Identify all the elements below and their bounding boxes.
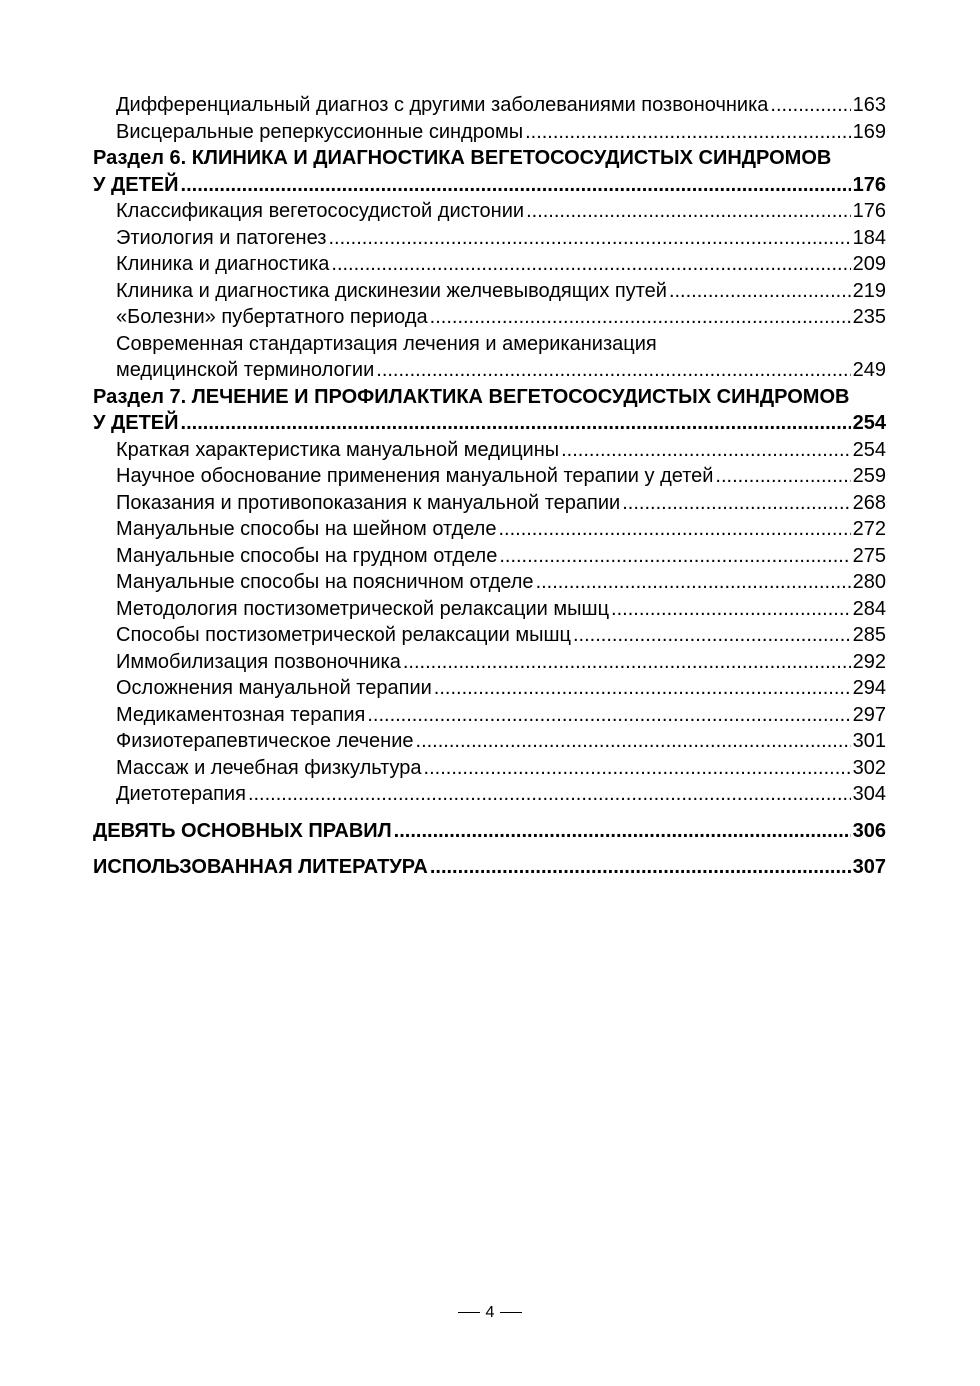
toc-page-number: 254 [852, 438, 886, 461]
toc-section [93, 818, 886, 845]
toc-row [93, 225, 886, 252]
toc-entry [93, 569, 886, 596]
dot-leader [525, 119, 851, 146]
toc-row [93, 702, 886, 729]
page-number: 4 [485, 1304, 495, 1321]
footer-dash-left [458, 1312, 480, 1313]
toc-title: Клиника и диагностика [116, 253, 330, 275]
toc-row [93, 172, 886, 199]
toc-entry [93, 675, 886, 702]
toc-entry [93, 92, 886, 119]
toc-title: Мануальные способы на грудном отделе [116, 544, 498, 567]
page-footer [0, 1304, 980, 1322]
toc-entry [93, 198, 886, 225]
dot-leader [181, 172, 851, 199]
dot-leader [331, 251, 850, 278]
dot-leader [715, 463, 850, 490]
toc-entry [93, 516, 886, 543]
dot-leader [416, 728, 851, 755]
toc-page-number: 297 [852, 703, 886, 726]
toc-page-number: 268 [852, 491, 886, 514]
toc-row [93, 649, 886, 676]
toc-title: Классификация вегетососудистой дистонии [116, 200, 525, 222]
toc-page-number: 284 [852, 597, 886, 620]
dot-leader [376, 357, 850, 384]
toc-title: ДЕВЯТЬ ОСНОВНЫХ ПРАВИЛ [93, 819, 392, 842]
toc-page-number: 209 [852, 253, 886, 275]
dot-leader [573, 622, 851, 649]
dot-leader [181, 410, 851, 437]
toc-row [93, 543, 886, 570]
toc-page-number: 302 [852, 756, 886, 779]
toc-entry [93, 543, 886, 570]
toc-page-number: 306 [852, 819, 886, 842]
toc-page-number: 272 [852, 518, 886, 540]
toc-row [93, 728, 886, 755]
toc-page-number: 301 [852, 730, 886, 752]
toc-row [93, 410, 886, 437]
toc-page-number: 304 [852, 783, 886, 805]
toc-row [93, 92, 886, 119]
toc-row [93, 781, 886, 808]
toc-title-first-line: Раздел 7. ЛЕЧЕНИЕ И ПРОФИЛАКТИКА ВЕГЕТОСОСУДИСТЫХ СИНДРОМОВ [93, 385, 850, 408]
toc-row [93, 818, 886, 845]
toc-entry [93, 331, 886, 384]
toc-row [93, 854, 886, 881]
toc-title: Методология постизометрической релаксации мышц [116, 597, 610, 620]
toc-title: Массаж и лечебная физкультура [116, 756, 422, 779]
toc-title: Способы постизометрической релаксации мышц [116, 624, 571, 646]
toc-section [93, 854, 886, 881]
toc-row [93, 304, 886, 331]
dot-leader [430, 854, 851, 881]
toc-page-number: 285 [852, 624, 886, 646]
toc-row [93, 596, 886, 623]
toc-row [93, 516, 886, 543]
dot-leader [394, 818, 851, 845]
toc-row [93, 569, 886, 596]
toc-page-number: 176 [852, 200, 886, 222]
toc-row [93, 463, 886, 490]
toc-row [93, 251, 886, 278]
toc-page-number: 307 [852, 856, 886, 878]
dot-leader [622, 490, 850, 517]
toc-entry [93, 596, 886, 623]
toc-title: Медикаментозная терапия [116, 703, 366, 726]
toc-section [93, 145, 886, 198]
toc-title: У ДЕТЕЙ [93, 173, 179, 196]
toc-row [93, 490, 886, 517]
toc-entry [93, 251, 886, 278]
toc-entry [93, 702, 886, 729]
toc-title: Дифференциальный диагноз с другими заболеваниями позвоночника [116, 94, 769, 116]
toc-title-first-line: Современная стандартизация лечения и американизация [116, 332, 657, 355]
toc-title: Показания и противопоказания к мануальной терапии [116, 491, 621, 514]
toc-entry [93, 490, 886, 517]
toc-title: Мануальные способы на шейном отделе [116, 518, 497, 540]
toc-page-number: 176 [852, 173, 886, 196]
toc-entry [93, 225, 886, 252]
dot-leader [499, 543, 850, 570]
toc-title: Мануальные способы на поясничном отделе [116, 571, 534, 593]
dot-leader [248, 781, 851, 808]
dot-leader [611, 596, 851, 623]
dot-leader [430, 304, 851, 331]
toc-entry [93, 463, 886, 490]
toc-page-number: 184 [852, 226, 886, 249]
toc-entry [93, 437, 886, 464]
toc-page-number: 275 [852, 544, 886, 567]
toc-page-number: 163 [852, 94, 886, 116]
toc-title-first-line: Раздел 6. КЛИНИКА И ДИАГНОСТИКА ВЕГЕТОСОСУДИСТЫХ СИНДРОМОВ [93, 147, 832, 169]
toc-row [93, 622, 886, 649]
toc-page-number: 294 [852, 677, 886, 699]
toc-title: Осложнения мануальной терапии [116, 677, 432, 699]
dot-leader [424, 755, 851, 782]
toc-row [93, 675, 886, 702]
toc-entry [93, 649, 886, 676]
toc-title: Научное обоснование применения мануальной терапии у детей [116, 465, 714, 487]
toc-entry [93, 622, 886, 649]
dot-leader [669, 278, 851, 305]
toc-row [93, 119, 886, 146]
dot-leader [770, 92, 850, 119]
toc-page-number: 280 [852, 571, 886, 593]
toc-page-number: 219 [852, 279, 886, 302]
toc-entry [93, 119, 886, 146]
toc-page-number: 169 [852, 120, 886, 143]
toc-title: «Болезни» пубертатного периода [116, 306, 428, 328]
toc-entry [93, 755, 886, 782]
toc-entry [93, 781, 886, 808]
toc-entry [93, 304, 886, 331]
toc-section [93, 384, 886, 437]
dot-leader [434, 675, 851, 702]
table-of-contents [93, 92, 886, 881]
toc-title: Иммобилизация позвоночника [116, 650, 401, 673]
dot-leader [403, 649, 851, 676]
toc-page-number: 235 [852, 306, 886, 328]
toc-row [93, 437, 886, 464]
toc-page-number: 292 [852, 650, 886, 673]
toc-row [93, 755, 886, 782]
toc-page-number: 254 [852, 412, 886, 434]
toc-page-number: 249 [852, 359, 886, 381]
toc-title: ИСПОЛЬЗОВАННАЯ ЛИТЕРАТУРА [93, 856, 428, 878]
dot-leader [498, 516, 850, 543]
toc-row [93, 278, 886, 305]
toc-title: У ДЕТЕЙ [93, 412, 179, 434]
toc-row [93, 357, 886, 384]
toc-title: Висцеральные реперкуссионные синдромы [116, 120, 524, 143]
dot-leader [526, 198, 851, 225]
dot-leader [561, 437, 851, 464]
toc-title: Краткая характеристика мануальной медицины [116, 438, 560, 461]
toc-entry [93, 728, 886, 755]
toc-entry [93, 278, 886, 305]
toc-title: медицинской терминологии [116, 359, 375, 381]
toc-title: Клиника и диагностика дискинезии желчевыводящих путей [116, 279, 667, 302]
dot-leader [367, 702, 850, 729]
footer-dash-right [500, 1312, 522, 1313]
toc-title: Физиотерапевтическое лечение [116, 730, 414, 752]
toc-page-number: 259 [852, 465, 886, 487]
toc-row [93, 198, 886, 225]
dot-leader [328, 225, 850, 252]
dot-leader [536, 569, 851, 596]
toc-title: Этиология и патогенез [116, 226, 327, 249]
toc-title: Диетотерапия [116, 783, 246, 805]
